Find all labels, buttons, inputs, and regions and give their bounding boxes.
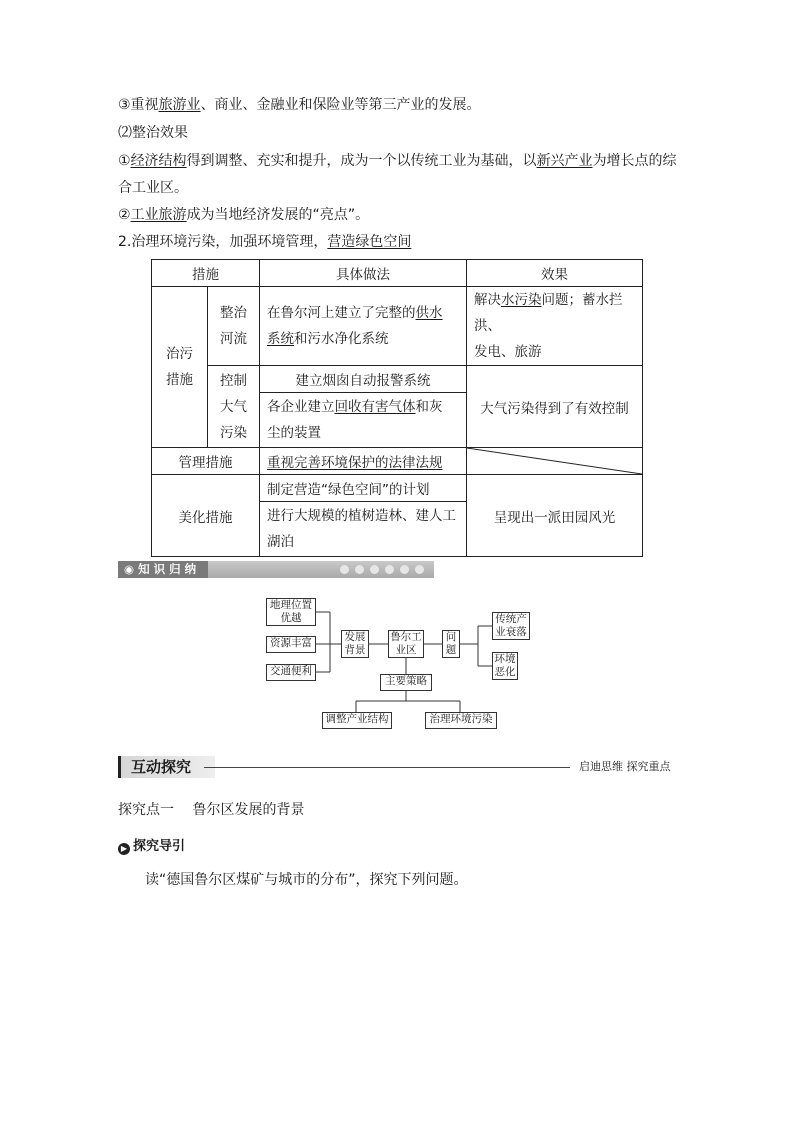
node-problem: 问 题 <box>442 630 460 658</box>
section-title: 互动探究 <box>118 756 215 778</box>
node-govern-pollution: 治理环境污染 <box>425 712 497 729</box>
river-effect-cell: 解决水污染问题；蓄水拦洪、 发电、旅游 <box>467 287 643 366</box>
node-environment: 环境 恶化 <box>492 652 518 680</box>
target-icon: ◉ <box>124 562 135 576</box>
text-line-3: ①经济结构得到调整、充实和提升，成为一个以传统工业为基础，以新兴产业为增长点的综 <box>118 153 677 169</box>
text-line-1: ③重视旅游业、商业、金融业和保险业等第三产业的发展。 <box>118 97 481 113</box>
text-line-4: 合工业区。 <box>118 180 188 196</box>
air-cell: 控制 大气 污染 <box>208 366 260 448</box>
knowledge-summary-label: ◉ 知 识 归 纳 <box>118 561 208 578</box>
beautify-method-1-cell: 制定营造“绿色空间”的计划 <box>260 475 467 502</box>
pollution-measures-cell: 治污 措施 <box>152 287 208 448</box>
manage-method-cell: 重视完善环境保护的法律法规 <box>260 448 467 475</box>
river-method-cell: 在鲁尔河上建立了完整的供水 系统和污水净化系统 <box>260 287 467 366</box>
air-effect-cell: 大气污染得到了有效控制 <box>467 366 643 448</box>
beautify-effect-cell: 呈现出一派田园风光 <box>467 475 643 557</box>
node-transport: 交通便利 <box>266 664 316 681</box>
node-resources: 资源丰富 <box>266 636 316 653</box>
text-line-5: ②工业旅游成为当地经济发展的“亮点”。 <box>118 207 370 223</box>
header-method: 具体做法 <box>260 260 467 287</box>
header-measure: 措施 <box>152 260 260 287</box>
beautify-measures-cell: 美化措施 <box>152 475 260 557</box>
text-line-6: 2.治理环境污染，加强环境管理，营造绿色空间 <box>118 234 412 250</box>
section-subtitle: 启迪思维 探究重点 <box>579 760 671 773</box>
node-geo-location: 地理位置 优越 <box>266 598 316 626</box>
node-ruhr: 鲁尔工 业区 <box>388 630 424 658</box>
manage-measures-cell: 管理措施 <box>152 448 260 475</box>
text-line-2: ⑵整治效果 <box>118 125 188 141</box>
beautify-method-2-cell: 进行大规模的植树造林、建人工 湖泊 <box>260 502 467 557</box>
air-method-2-cell: 各企业建立回收有害气体和灰 尘的装置 <box>260 393 467 448</box>
play-icon: ▶ <box>118 843 130 855</box>
river-cell: 整治 河流 <box>208 287 260 366</box>
section-divider <box>204 767 570 768</box>
node-background: 发展 背景 <box>341 630 369 658</box>
reading-instruction: 读“德国鲁尔区煤矿与城市的分布”，探究下列问题。 <box>145 872 468 888</box>
explore-point-heading: 探究点一 鲁尔区发展的背景 <box>118 802 305 818</box>
guide-heading: ▶ 探究导引 <box>118 839 185 855</box>
air-method-1-cell: 建立烟囱自动报警系统 <box>260 366 467 393</box>
node-adjust-structure: 调整产业结构 <box>322 712 392 729</box>
node-traditional-decline: 传统产 业衰落 <box>492 612 530 640</box>
node-strategy: 主要策略 <box>380 674 432 691</box>
header-effect: 效果 <box>467 260 643 287</box>
